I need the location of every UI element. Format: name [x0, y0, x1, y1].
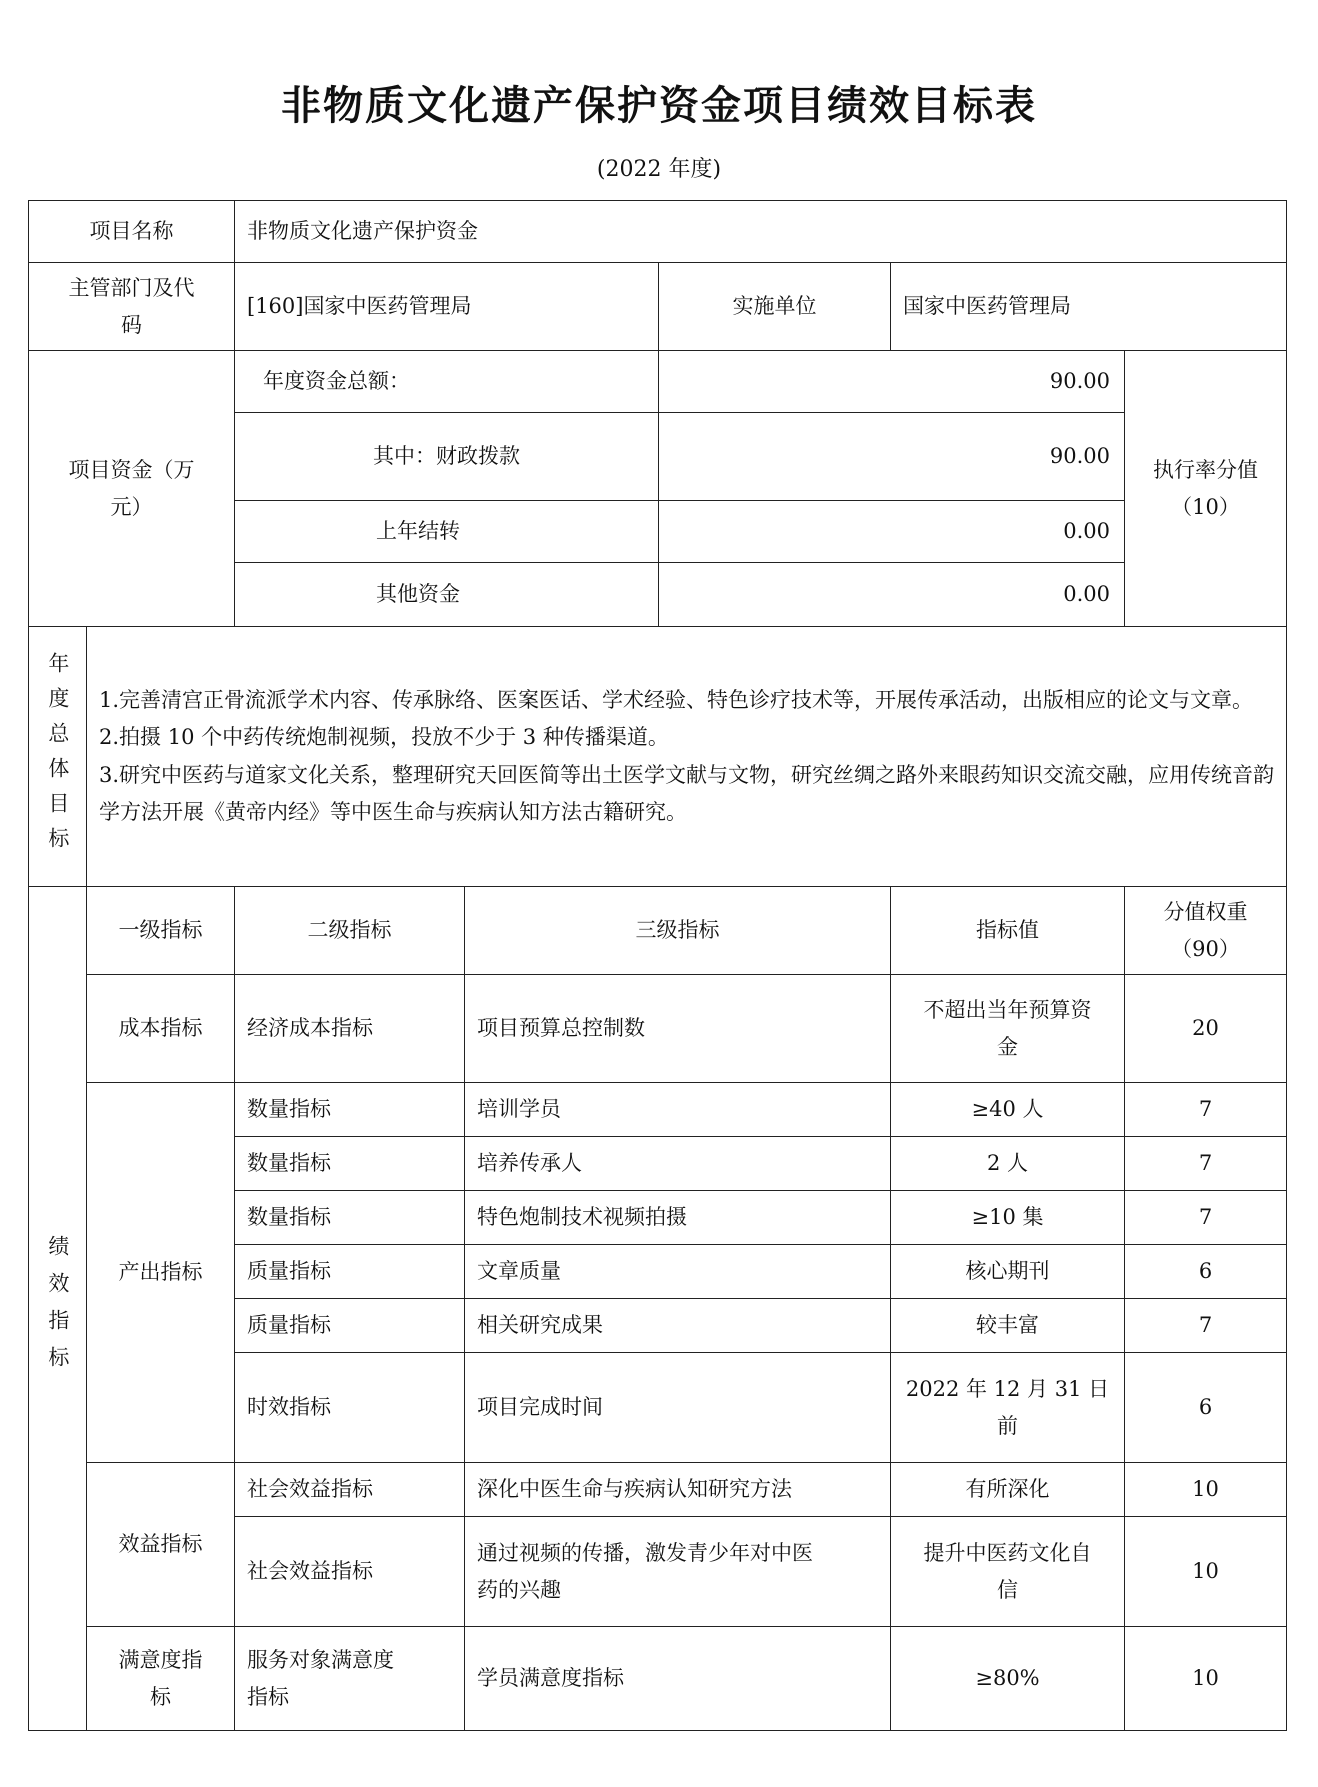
weight-cell: 6 [1125, 1353, 1287, 1463]
project-funds-label: 项目资金（万 元） [29, 351, 235, 627]
level1-cost: 成本指标 [87, 975, 235, 1083]
weight-cell: 10 [1125, 1517, 1287, 1627]
header-level3: 三级指标 [465, 887, 891, 975]
document-title: 非物质文化遗产保护资金项目绩效目标表 [281, 82, 1037, 129]
level3-cell: 深化中医生命与疾病认知研究方法 [465, 1463, 891, 1517]
indicator-row [29, 1463, 1287, 1517]
value-cell: 提升中医药文化自 信 [891, 1517, 1125, 1627]
document-year: (2022 年度) [596, 157, 722, 182]
header-level2: 二级指标 [235, 887, 465, 975]
goals-row [29, 627, 1287, 887]
level3-cell: 项目完成时间 [465, 1353, 891, 1463]
level1-satisfaction: 满意度指 标 [87, 1627, 235, 1731]
weight-cell: 20 [1125, 975, 1287, 1083]
weight-cell: 6 [1125, 1245, 1287, 1299]
funds-carryover-label: 上年结转 [235, 501, 659, 563]
funds-carryover-amount: 0.00 [659, 501, 1125, 563]
value-cell: 不超出当年预算资 金 [891, 975, 1125, 1083]
value-cell: ≥40 人 [891, 1083, 1125, 1137]
header-level1: 一级指标 [87, 887, 235, 975]
weight-cell: 10 [1125, 1463, 1287, 1517]
level2-cell: 质量指标 [235, 1299, 465, 1353]
level2-cell: 社会效益指标 [235, 1463, 465, 1517]
level3-cell: 培养传承人 [465, 1137, 891, 1191]
value-cell: 2022 年 12 月 31 日 前 [891, 1353, 1125, 1463]
performance-indicators-label: 绩效指标 [29, 887, 87, 1731]
level2-cell: 时效指标 [235, 1353, 465, 1463]
value-cell: 核心期刊 [891, 1245, 1125, 1299]
funds-fiscal-amount: 90.00 [659, 413, 1125, 501]
level3-cell: 文章质量 [465, 1245, 891, 1299]
level3-cell: 项目预算总控制数 [465, 975, 891, 1083]
funds-row [29, 351, 1287, 413]
level3-cell: 通过视频的传播，激发青少年对中医 药的兴趣 [465, 1517, 891, 1627]
weight-cell: 7 [1125, 1299, 1287, 1353]
value-cell: 2 人 [891, 1137, 1125, 1191]
value-cell: ≥80% [891, 1627, 1125, 1731]
indicator-header-row [29, 887, 1287, 975]
weight-cell: 10 [1125, 1627, 1287, 1731]
performance-table [28, 200, 1287, 1731]
annual-goals-content [87, 627, 1287, 887]
level2-cell: 数量指标 [235, 1191, 465, 1245]
level2-cell: 社会效益指标 [235, 1517, 465, 1627]
level2-cell: 质量指标 [235, 1245, 465, 1299]
level1-output: 产出指标 [87, 1083, 235, 1463]
weight-cell: 7 [1125, 1137, 1287, 1191]
funds-fiscal-label: 其中：财政拨款 [235, 413, 659, 501]
level2-cell: 数量指标 [235, 1083, 465, 1137]
implementing-unit-label: 实施单位 [659, 263, 891, 351]
value-cell: 较丰富 [891, 1299, 1125, 1353]
header-weight: 分值权重 （90） [1125, 887, 1287, 975]
goal-item: 3.研究中医药与道家文化关系，整理研究天回医简等出土医学文献与文物，研究丝绸之路外来眼药知识交流交融，应用传统音韵学方法开展《黄帝内经》等中医生命与疾病认知方法古籍研究。 [99, 762, 1275, 824]
weight-cell: 7 [1125, 1083, 1287, 1137]
level3-cell: 特色炮制技术视频拍摄 [465, 1191, 891, 1245]
indicator-row [29, 1083, 1287, 1137]
level3-cell: 学员满意度指标 [465, 1627, 891, 1731]
project-name-value: 非物质文化遗产保护资金 [235, 201, 1287, 263]
weight-cell: 7 [1125, 1191, 1287, 1245]
level2-cell: 经济成本指标 [235, 975, 465, 1083]
execution-rate-label: 执行率分值 （10） [1125, 351, 1287, 627]
project-name-label: 项目名称 [29, 201, 235, 263]
goal-item: 1.完善清宫正骨流派学术内容、传承脉络、医案医话、学术经验、特色诊疗技术等，开展传承活动，出版相应的论文与文章。 [99, 687, 1254, 712]
header-value: 指标值 [891, 887, 1125, 975]
goal-item: 2.拍摄 10 个中药传统炮制视频，投放不少于 3 种传播渠道。 [99, 725, 669, 750]
value-cell: 有所深化 [891, 1463, 1125, 1517]
indicator-row [29, 1627, 1287, 1731]
funds-other-amount: 0.00 [659, 563, 1125, 627]
indicator-row [29, 975, 1287, 1083]
level3-cell: 相关研究成果 [465, 1299, 891, 1353]
level3-cell: 培训学员 [465, 1083, 891, 1137]
implementing-unit-value: 国家中医药管理局 [891, 263, 1287, 351]
department-value: [160]国家中医药管理局 [235, 263, 659, 351]
level2-cell: 服务对象满意度 指标 [235, 1627, 465, 1731]
funds-other-label: 其他资金 [235, 563, 659, 627]
value-cell: ≥10 集 [891, 1191, 1125, 1245]
funds-total-amount: 90.00 [659, 351, 1125, 413]
level1-benefit: 效益指标 [87, 1463, 235, 1627]
funds-total-label: 年度资金总额： [235, 351, 659, 413]
department-row [29, 263, 1287, 351]
project-name-row [29, 201, 1287, 263]
level2-cell: 数量指标 [235, 1137, 465, 1191]
department-label: 主管部门及代 码 [29, 263, 235, 351]
annual-goals-label: 年度总体目标 [29, 627, 87, 887]
